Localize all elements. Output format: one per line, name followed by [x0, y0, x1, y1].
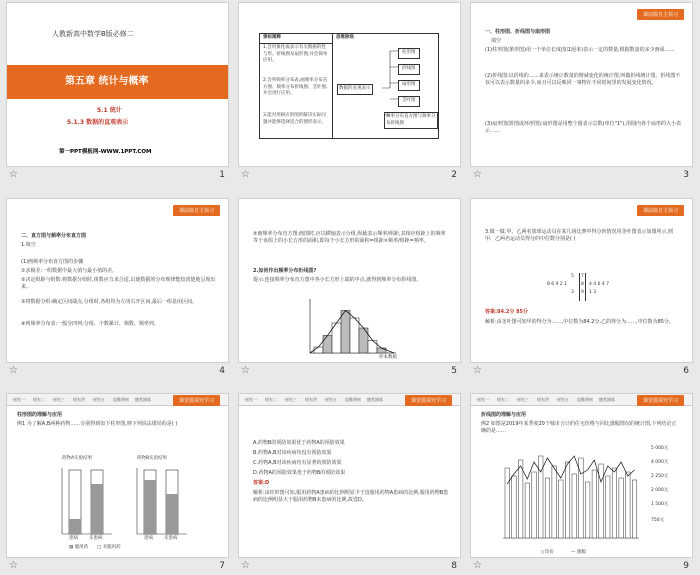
paragraph-1: ⑤画频率分布直方图:画图时,应以横轴表示分组,纵轴表示频率/组距,其相应组距上的频率等于该组上的小长方形的面积,即每个小长方形的面积=组距×频率/组距=频率。 — [253, 231, 446, 244]
chart-b-title: 药物B实验结果 — [137, 456, 168, 461]
slide-thumb-4[interactable] — [6, 198, 229, 378]
heading: 一、柱形图、折线图与扇形图 — [485, 29, 551, 35]
tab-7[interactable]: 随堂演练 — [367, 397, 383, 402]
tab-7[interactable]: 随堂演练 — [599, 397, 615, 402]
histogram-bar — [350, 318, 359, 353]
heading: 二、直方图与频率分布直方图 — [21, 233, 87, 239]
step-line-2: ①求极差:一组数据中最大值与最小值的差。 — [21, 268, 118, 274]
step-line-3: ②决定组距与组数:将数据分组时,组数应力求合适,以使数据的分布规律能较清楚地呈现出来。 — [21, 277, 216, 290]
legend-line: — 涨幅 — [571, 550, 586, 555]
slide-thumb-7[interactable] — [6, 393, 229, 573]
mindmap-connectors — [260, 34, 440, 140]
question: 2.如何作出频率分布折线图? — [253, 268, 317, 274]
subsection-title: 5.1.3 数据的直观表示 — [67, 119, 129, 126]
answer: 答案:84.2分 85分 — [485, 309, 529, 315]
slide-7[interactable] — [6, 393, 229, 558]
slide-number: 6 — [683, 366, 689, 376]
right-leaf-2: 4 4 6 4 7 — [589, 282, 610, 287]
legend-2: □ 未服用药 — [97, 545, 121, 550]
section-tag: 课堂篇探究学习 — [173, 395, 220, 406]
heading: 柱形图的理解与应用 — [17, 412, 63, 418]
slide-4[interactable] — [6, 198, 229, 363]
star-icon[interactable]: ☆ — [9, 169, 18, 180]
price-bar — [545, 478, 550, 538]
fill-label: 1.填空 — [21, 242, 36, 248]
star-icon[interactable]: ☆ — [241, 169, 250, 180]
question: 例1 为了解A,B两种药物……分别得到如下柱形图,则下列说法错误的是( ) — [17, 421, 178, 427]
chapter-title: 第五章 统计与概率 — [65, 76, 149, 87]
slide-8[interactable] — [238, 393, 461, 558]
slide-number: 8 — [451, 561, 457, 571]
slide-thumb-3[interactable] — [470, 2, 693, 182]
star-icon[interactable]: ☆ — [9, 560, 18, 571]
step-line-1: (1)画频率分布直方图的步骤 — [21, 259, 84, 265]
heading: 折线图的理解与应用 — [481, 412, 527, 418]
chart-a-x1: 患病 — [69, 536, 78, 541]
step-line-5: ④列频率分布表:一般分四列:分组、个数累计、频数、频率列。 — [21, 321, 159, 327]
slide-number: 7 — [219, 561, 225, 571]
slide-number: 2 — [451, 170, 457, 180]
star-icon[interactable]: ☆ — [473, 365, 482, 376]
right-leaf-3: 1 3 — [589, 290, 597, 295]
slide-thumb-2[interactable] — [238, 2, 461, 182]
histogram-figure — [304, 297, 399, 359]
section-tag: 课前篇自主预习 — [173, 205, 220, 216]
stem-3: 9 — [581, 290, 584, 295]
mindmap-item-4: 茎叶图 — [398, 96, 420, 107]
price-bar — [632, 480, 637, 538]
paragraph-1: (1)柱形图(条形图)用一个单位长度(如1厘米)表示一定的数量,根据数量的多少画成…… — [485, 47, 675, 53]
slide-number: 4 — [219, 366, 225, 376]
price-bar — [572, 474, 577, 538]
tab-4[interactable]: 探究四 — [73, 397, 85, 402]
paragraph-3: (3)扇形图(饼图或环形图):扇形图是用整个圆表示总数(单位"1"),用圆内各个扇形的大小表示…… — [485, 121, 681, 134]
option-b: B.药物A,B对该疾病均没有预防效果 — [253, 450, 332, 456]
slide-1[interactable] — [6, 2, 229, 167]
price-bar — [552, 466, 557, 538]
step-line-4: ③将数据分组:确定区间端点,分组时,各组均为左闭右开区间,最后一组是闭区间。 — [21, 299, 197, 305]
price-bar — [585, 482, 590, 538]
objective-3: 3.能对用相应的图形解决实际问题并能够选择适合的图形表示。 — [263, 113, 326, 125]
tab-2[interactable]: 探究二 — [33, 397, 45, 402]
price-bar — [606, 476, 611, 538]
histogram-bar — [323, 336, 332, 354]
chart-b-x2: 未患病 — [164, 536, 178, 541]
slide-thumb-6[interactable] — [470, 198, 693, 378]
ytick-5: 1 500元 — [651, 502, 669, 507]
tab-2[interactable]: 探究二 — [265, 397, 277, 402]
slide-number: 9 — [683, 561, 689, 571]
tab-6[interactable]: 思维辨析 — [577, 397, 593, 402]
stem-leaf-plot — [541, 273, 621, 301]
slide-2[interactable] — [238, 2, 461, 167]
tab-3[interactable]: 探究三 — [285, 397, 297, 402]
mindmap-item-3: 扇形图 — [398, 80, 420, 91]
slide-number: 1 — [219, 170, 225, 180]
tab-1[interactable]: 探究一 — [477, 397, 489, 402]
question: 例2 如图是2019年某季度20个城市合计的住宅价格与同比涨幅情况的统计图,下列结论正确的是…… — [481, 421, 677, 434]
slide-thumb-5[interactable] — [238, 198, 461, 378]
tab-4[interactable]: 探究四 — [537, 397, 549, 402]
ytick-4: 2 000元 — [651, 488, 669, 493]
question: 3.做一做:甲、乙两名篮球运动员在某几场比赛中得分的情况用茎叶图表示如图所示,则甲、乙两名运动员得分的中位数分别是( ) — [485, 229, 674, 242]
stem-1: 7 — [581, 274, 584, 279]
fill-label: 填空 — [491, 38, 502, 44]
chart-b-x1: 患病 — [144, 536, 153, 541]
tab-2[interactable]: 探究二 — [497, 397, 509, 402]
histogram-xlabel: 样本数据 — [379, 355, 397, 360]
price-bar-line-chart — [499, 444, 649, 549]
ytick-3: 2 250元 — [651, 474, 669, 479]
slide-9[interactable] — [470, 393, 693, 558]
hint: 提示:连接频率分布直方图中各小长方形上端的中点,就得到频率分布折线图。 — [253, 277, 422, 283]
slide-thumb-9[interactable] — [470, 393, 693, 573]
price-bar — [619, 478, 624, 538]
explanation: 解析:由茎叶图可知甲的得分为……,中位数为84.2分,乙的得分为……,中位数为85分。 — [485, 319, 674, 325]
ytick-6: 750元 — [651, 518, 665, 523]
tab-5[interactable]: 探究五 — [325, 397, 337, 402]
star-icon[interactable]: ☆ — [241, 365, 250, 376]
tab-7[interactable]: 随堂演练 — [135, 397, 151, 402]
star-icon[interactable]: ☆ — [9, 365, 18, 376]
mindmap-item-2: 折线图 — [398, 64, 420, 75]
star-icon[interactable]: ☆ — [473, 560, 482, 571]
book-title: 人教新高中数学B版必修二 — [52, 30, 134, 38]
section-title: 5.1 统计 — [97, 107, 122, 114]
slide-6[interactable] — [470, 198, 693, 363]
price-bar — [612, 468, 617, 538]
tab-1[interactable]: 探究一 — [13, 397, 25, 402]
tab-4[interactable]: 探究四 — [305, 397, 317, 402]
bar-charts — [47, 464, 207, 544]
mindmap-item-5: 频率分布直方图与频率分布折线图 — [384, 112, 438, 129]
chart-a-title: 药物A实验结果 — [62, 456, 93, 461]
price-bar — [512, 476, 517, 538]
section-tag: 课堂篇探究学习 — [405, 395, 452, 406]
mindmap-item-1: 柱形图 — [398, 48, 420, 59]
star-icon[interactable]: ☆ — [473, 169, 482, 180]
chart-a-x2: 未患病 — [89, 536, 103, 541]
price-bar — [559, 480, 564, 538]
section-tag: 课堂篇探究学习 — [637, 395, 684, 406]
slide-3[interactable] — [470, 2, 693, 167]
option-c: C.药物A,B对该疾病均有显著的预防效果 — [253, 460, 342, 466]
slide-number: 3 — [683, 170, 689, 180]
slide-thumb-1[interactable] — [6, 2, 229, 182]
price-bar — [626, 472, 631, 538]
tab-1[interactable]: 探究一 — [245, 397, 257, 402]
tab-3[interactable]: 探究三 — [517, 397, 529, 402]
objective-2: 2.会列频率分布表,画频率分布直方图、频率分布折线图、茎叶图,并会进行应用。 — [263, 78, 328, 96]
stem-2: 8 — [581, 282, 584, 287]
histogram-bar — [368, 341, 377, 354]
price-bar — [599, 464, 604, 538]
option-a: A.药物B的预防效果优于药物A的预防效果 — [253, 440, 345, 446]
legend-bar: ▯ 均价 — [541, 550, 554, 555]
ytick-2: 4 000元 — [651, 460, 669, 465]
slide-thumb-8[interactable] — [238, 393, 461, 573]
price-bar — [565, 462, 570, 538]
section-tag: 课前篇自主预习 — [637, 205, 684, 216]
price-bar — [505, 468, 510, 538]
tab-5[interactable]: 探究五 — [557, 397, 569, 402]
slide-number: 5 — [451, 366, 457, 376]
tab-3[interactable]: 探究三 — [53, 397, 65, 402]
histogram-bar — [314, 347, 323, 353]
ytick-1: 5 000元 — [651, 446, 669, 451]
left-leaf-2: 8 6 4 2 1 — [547, 282, 568, 287]
answer: 答案:D — [253, 480, 270, 486]
tab-6[interactable]: 思维辨析 — [113, 397, 129, 402]
price-bar — [592, 470, 597, 538]
left-header: 课标阐释 — [263, 35, 281, 40]
paragraph-2: (2)折线图:以折线的……来表示统计数量的增减变化的统计图,叫做折线统计图。折线图不仅可以表示数量的多少,而且可以反映同一事物在不同时间里的发展变化情况。 — [485, 73, 681, 86]
option-d: D.药物A的预防效果优于药物B的预防效果 — [253, 470, 346, 476]
star-icon[interactable]: ☆ — [241, 560, 250, 571]
left-leaf-1: 5 — [571, 274, 574, 279]
footer-text: 第一PPT模板网-WWW.1PPT.COM — [59, 149, 152, 155]
slide-5[interactable] — [238, 198, 461, 363]
explanation: 解析:由柱形图可知,服用药物A患病的比例明显少于没服用药物A患病的比例,服用药物B患病的比例明显大于服用药物B未患病的比例,故选D。 — [253, 490, 449, 503]
left-leaf-3: 3 — [571, 290, 574, 295]
histogram-bar — [377, 348, 386, 353]
legend-1: ▨ 服用药 — [69, 545, 89, 550]
mindmap-center: 数据的直观表示 — [337, 84, 373, 95]
objective-1: 1.会用象化或表示有关数据的性与形。折线图及扇形图,并会简单应用。 — [263, 45, 328, 63]
price-bar — [532, 472, 537, 538]
tab-5[interactable]: 探究五 — [93, 397, 105, 402]
price-bar — [518, 460, 523, 538]
section-tag: 课前篇自主预习 — [637, 9, 684, 20]
objectives-table — [259, 33, 439, 139]
histogram-bar — [341, 311, 350, 354]
price-bar — [525, 483, 530, 538]
tab-6[interactable]: 思维辨析 — [345, 397, 361, 402]
right-header: 思维脉络 — [336, 35, 354, 40]
